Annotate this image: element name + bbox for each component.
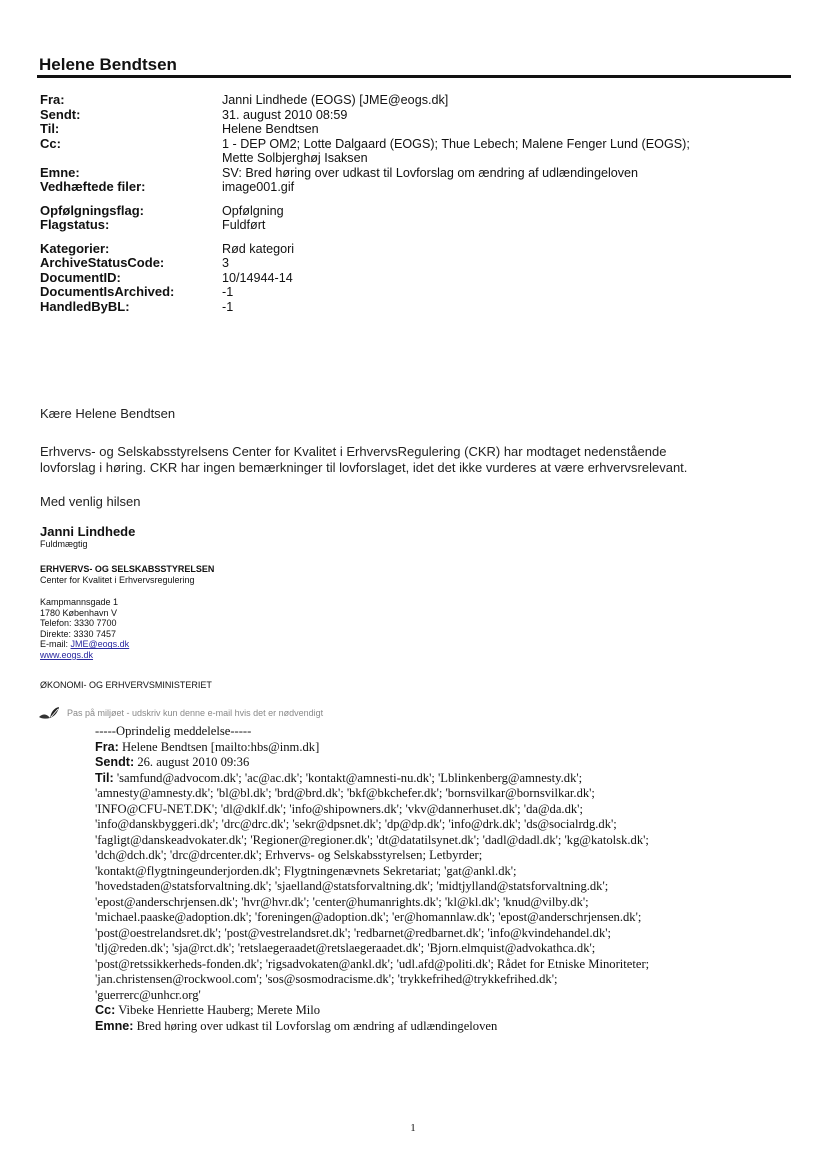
- signature-org: ERHVERVS- OG SELSKABSSTYRELSEN: [40, 564, 215, 574]
- email-line: [40, 639, 440, 650]
- address-line-2: 1780 København V: [40, 607, 118, 618]
- original-cc: [95, 1003, 795, 1019]
- cc-line-1: 1 - DEP OM2; Lotte Dalgaard (EOGS); Thue Lebech; Malene Fenger Lund (EOGS);: [222, 136, 690, 151]
- document-id-value: 10/14944-14: [222, 270, 293, 285]
- signature-name: Janni Lindhede: [40, 524, 136, 539]
- original-to-line: 'kontakt@flygtningeunderjorden.dk'; Flygtningenævnets Sekretariat; 'gat@ankl.dk';: [95, 863, 517, 878]
- to-label: Til:: [40, 121, 60, 136]
- document-archived-label: DocumentIsArchived:: [40, 284, 175, 299]
- document-archived-value: -1: [222, 285, 234, 299]
- original-to-line: 'dch@dch.dk'; 'drc@drcenter.dk'; Erhvervs- og Selskabsstyrelsen; Letbyrder;: [95, 848, 483, 862]
- category-value: Rød kategori: [222, 241, 295, 256]
- signature-contact: [40, 597, 440, 661]
- address-line-1: Kampmannsgade 1: [40, 597, 119, 607]
- cc-label: Cc:: [40, 135, 61, 151]
- body-paragraph: [40, 444, 790, 475]
- handled-label: HandledByBL:: [40, 298, 130, 314]
- cc-value: [222, 137, 780, 166]
- original-subject: [95, 1019, 795, 1035]
- original-to-line: 'epost@anderschrjensen.dk'; 'hvr@hvr.dk'; 'center@humanrights.dk'; 'kl@kl.dk'; 'knud@vilby.dk';: [95, 894, 589, 909]
- flag-status-row: [40, 218, 780, 233]
- attachments-row: [40, 180, 780, 195]
- handled-row: [40, 300, 780, 315]
- original-sent: [95, 755, 795, 771]
- web-line: [40, 650, 440, 661]
- document-id-row: [40, 271, 780, 286]
- subject-value: SV: Bred høring over udkast til Lovforslag om ændring af udlændingeloven: [222, 165, 639, 180]
- archive-status-row: [40, 256, 780, 271]
- page-number: 1: [410, 1122, 416, 1134]
- document-archived-row: [40, 285, 780, 300]
- subject-label: Emne:: [40, 164, 80, 180]
- signature-org-block: [40, 564, 440, 585]
- original-to-value: 'samfund@advocom.dk'; 'ac@ac.dk'; 'kontakt@amnesti-nu.dk'; 'Lblinkenberg@amnesty.dk';: [113, 770, 583, 785]
- email-label: E-mail:: [40, 639, 71, 650]
- original-from-value: Helene Bendtsen [mailto:hbs@inm.dk]: [118, 739, 320, 754]
- page-title: Helene Bendtsen: [39, 55, 177, 74]
- original-to-line: 'jan.christensen@rockwool.com'; 'sos@sosmodracisme.dk'; 'trykkefrihed@trykkefrihed.dk';: [95, 972, 558, 986]
- original-to-line: 'hovedstaden@statsforvaltning.dk'; 'sjaelland@statsforvaltning.dk'; 'midtjylland@statsforvaltning.dk';: [95, 879, 609, 893]
- original-divider: -----Oprindelig meddelelse-----: [95, 724, 252, 738]
- document-id-label: DocumentID:: [40, 269, 121, 285]
- cc-row: [40, 137, 780, 166]
- flag-status-value: Fuldført: [222, 218, 266, 232]
- flag-status-label: Flagstatus:: [40, 217, 110, 232]
- leaf-footprint-icon: [37, 705, 63, 721]
- original-to-line: 'guerrerc@unhcr.org': [95, 987, 201, 1002]
- original-subject-value: Bred høring over udkast til Lovforslag om ændring af udlændingeloven: [133, 1018, 498, 1033]
- to-value: Helene Bendtsen: [222, 122, 319, 136]
- original-message: [95, 724, 795, 1034]
- followup-flag-value: Opfølgning: [222, 203, 284, 218]
- eco-note: [37, 705, 323, 721]
- sent-value: 31. august 2010 08:59: [222, 107, 348, 122]
- original-to-line: 'info@danskbyggeri.dk'; 'drc@drc.dk'; 'sekr@dpsnet.dk'; 'dp@dp.dk'; 'info@drk.dk'; 'ds@socialrdg.dk';: [95, 817, 617, 831]
- handled-value: -1: [222, 299, 234, 314]
- original-to-line: 'amnesty@amnesty.dk'; 'bl@bl.dk'; 'brd@brd.dk'; 'bkf@bkchefer.dk'; 'bornsvilkar@bornsvilkar.dk';: [95, 786, 595, 800]
- category-row: [40, 242, 780, 257]
- attachments-value: image001.gif: [222, 180, 295, 194]
- followup-flag-label: Opfølgningsflag:: [40, 202, 144, 218]
- original-sent-value: 26. august 2010 09:36: [134, 755, 250, 769]
- original-to-label: Til:: [95, 770, 114, 785]
- ministry-name: ØKONOMI- OG ERHVERVSMINISTERIET: [40, 680, 212, 690]
- original-subject-label: Emne:: [95, 1018, 134, 1033]
- original-from-label: Fra:: [95, 739, 119, 754]
- archive-status-label: ArchiveStatusCode:: [40, 255, 165, 270]
- original-to-line: 'fagligt@danskeadvokater.dk'; 'Regioner@regioner.dk'; 'dt@datatilsynet.dk'; 'dadl@dadl.dk'; 'kg@katolsk.dk';: [95, 832, 649, 847]
- closing: Med venlig hilsen: [40, 494, 141, 509]
- original-from: [95, 740, 795, 756]
- original-to-line: 'post@retssikkerheds-fonden.dk'; 'rigsadvokaten@ankl.dk'; 'udl.afd@politi.dk'; Rådet for Etniske Minoriteter;: [95, 956, 650, 971]
- original-cc-label: Cc:: [95, 1003, 116, 1017]
- from-label: Fra:: [40, 92, 65, 107]
- greeting: Kære Helene Bendtsen: [40, 406, 176, 421]
- cc-line-2: Mette Solbjerghøj Isaksen: [222, 151, 368, 165]
- body-paragraph-line-2: lovforslag i høring. CKR har ingen bemærkninger til lovforslaget, idet det ikke vurderes at være erhvervsrelevant.: [40, 459, 688, 475]
- from-row: [40, 93, 780, 108]
- to-row: [40, 122, 780, 137]
- sent-label: Sendt:: [40, 106, 81, 122]
- eco-note-text: Pas på miljøet - udskriv kun denne e-mail hvis det er nødvendigt: [67, 708, 324, 718]
- email-link[interactable]: JME@eogs.dk: [70, 639, 130, 650]
- title-divider: [37, 75, 791, 78]
- original-to-line: 'tlj@reden.dk'; 'sja@rct.dk'; 'retslaegeraadet@retslaegeraadet.dk'; 'Bjorn.elmquist@advokathca.dk';: [95, 941, 596, 955]
- original-to-line: [95, 771, 795, 787]
- original-to-line: 'INFO@CFU-NET.DK'; 'dl@dklf.dk'; 'info@shipowners.dk'; 'vkv@dannerhuset.dk'; 'da@da.dk';: [95, 801, 583, 816]
- direct-phone: Direkte: 3330 7457: [40, 628, 117, 639]
- message-header: [40, 93, 780, 314]
- attachments-label: Vedhæftede filer:: [40, 179, 146, 194]
- subject-row: [40, 166, 780, 181]
- body-paragraph-line-1: Erhvervs- og Selskabsstyrelsens Center for Kvalitet i ErhvervsRegulering (CKR) har modtaget nedenstående: [40, 444, 667, 459]
- archive-status-value: 3: [222, 256, 230, 270]
- website-link[interactable]: www.eogs.dk: [40, 649, 94, 660]
- original-to-line: 'michael.paaske@adoption.dk'; 'foreningen@adoption.dk'; 'er@homannlaw.dk'; 'epost@anderschrjensen.dk';: [95, 910, 642, 924]
- phone: Telefon: 3330 7700: [40, 618, 117, 629]
- original-sent-label: Sendt:: [95, 755, 135, 769]
- original-cc-value: Vibeke Henriette Hauberg; Merete Milo: [115, 1003, 321, 1017]
- signature-block: [40, 524, 440, 550]
- followup-flag-row: [40, 204, 780, 219]
- category-label: Kategorier:: [40, 240, 110, 256]
- sent-row: [40, 108, 780, 123]
- original-to-line: 'post@oestrelandsret.dk'; 'post@vestrelandsret.dk'; 'redbarnet@redbarnet.dk'; 'info@kvindehandel.dk';: [95, 925, 612, 940]
- signature-role: Fuldmægtig: [40, 539, 88, 549]
- signature-org-sub: Center for Kvalitet i Erhvervsregulering: [40, 574, 195, 585]
- from-value: Janni Lindhede (EOGS) [JME@eogs.dk]: [222, 93, 449, 107]
